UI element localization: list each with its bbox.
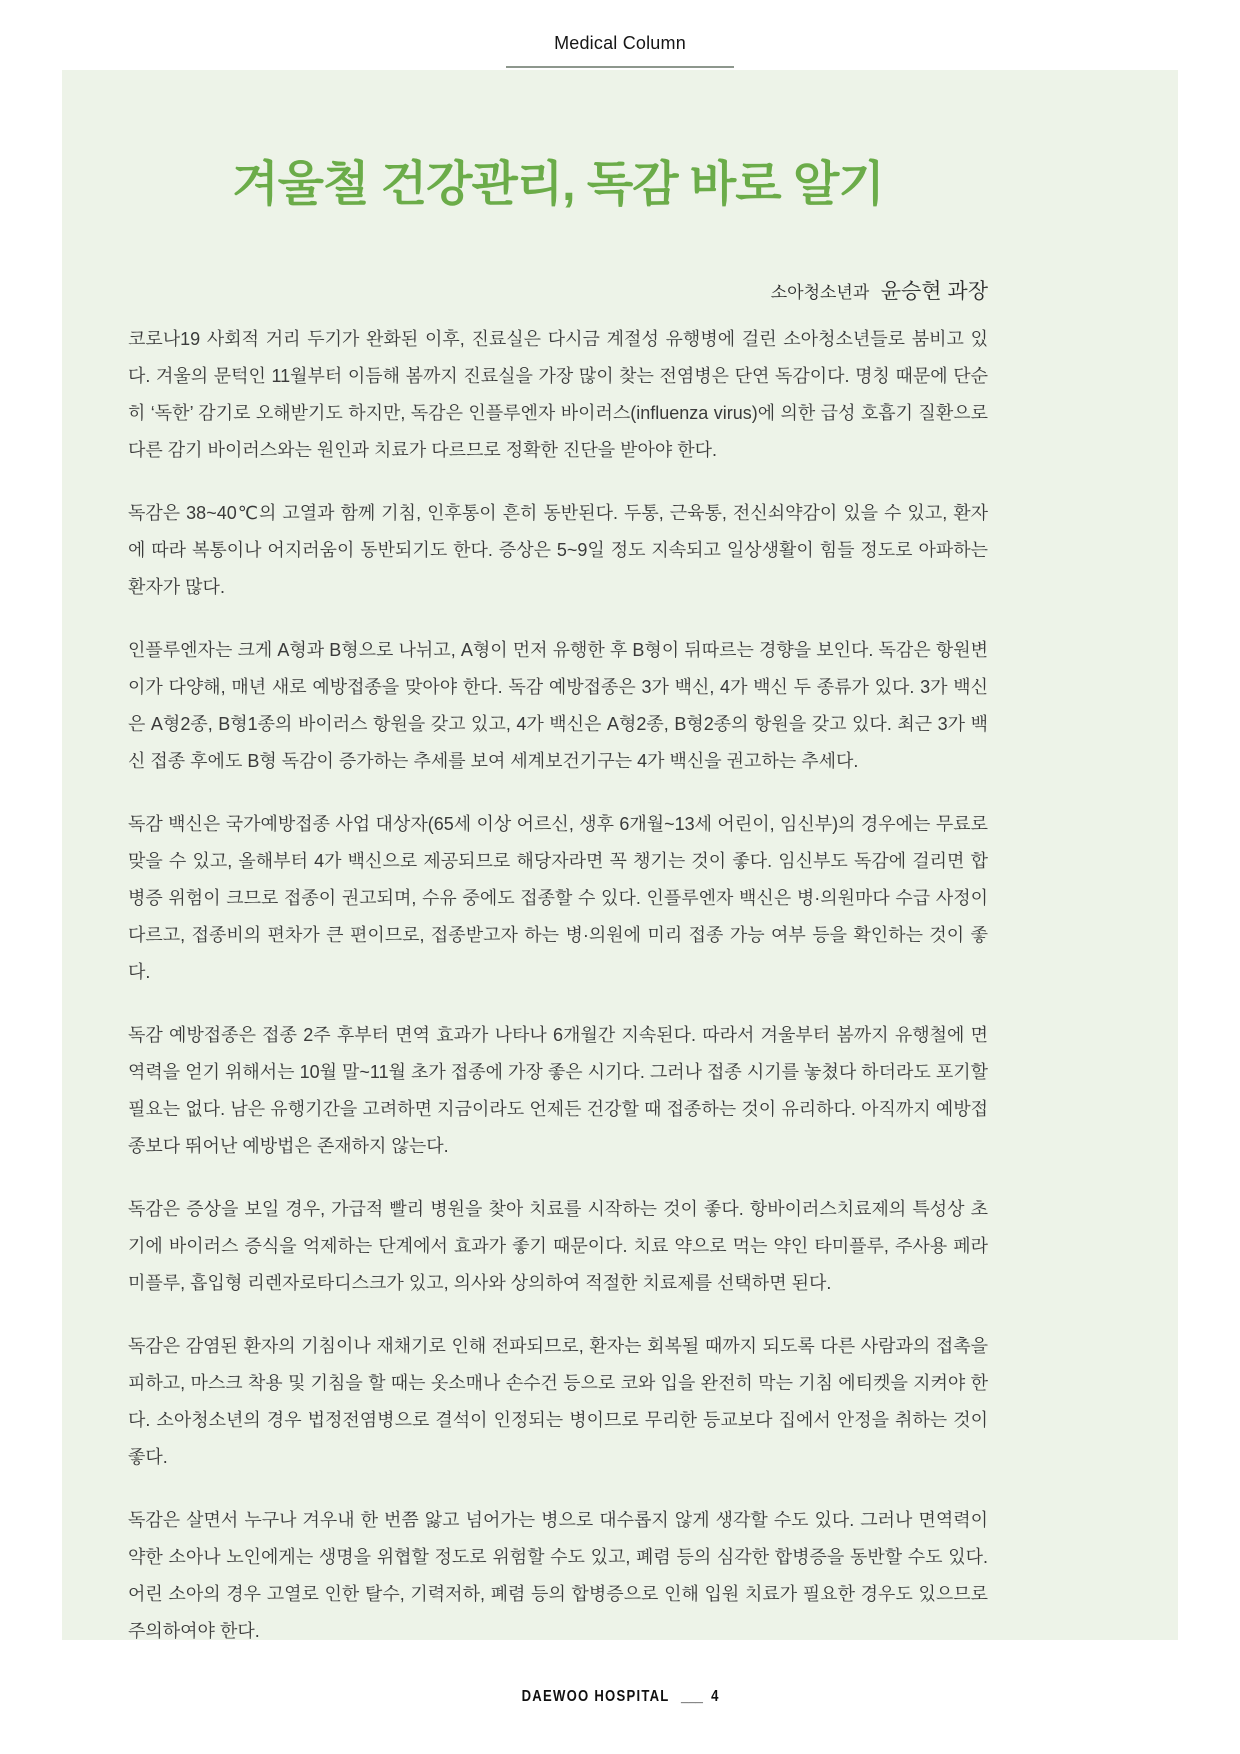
footer-separator: ___ [681,1688,703,1705]
article-card [62,70,1178,1640]
footer-hospital-name: DAEWOO HOSPITAL [521,1688,670,1705]
article-paragraph: 독감은 감염된 환자의 기침이나 재채기로 인해 전파되므로, 환자는 회복될 때까지 되도록 다른 사람과의 접촉을 피하고, 마스크 착용 및 기침을 할 때는 옷소매나 손수건 등으로 코와 입을 완전히 막는 기침 에티켓을 지켜야 한다. 소아청소년의 경우 법정전염병으로 결석이 인정되는 병이므로 무리한 등교보다 집에서 안정을 취하는 것이 좋다. [128,1336,988,1467]
footer-inner [522,1688,719,1706]
byline-department: 소아청소년과 [770,283,870,302]
article-paragraph: 독감은 38~40℃의 고열과 함께 기침, 인후통이 흔히 동반된다. 두통, 근육통, 전신쇠약감이 있을 수 있고, 환자에 따라 복통이나 어지러움이 동반되기도 한다. 증상은 5~9일 정도 지속되고 일상생활이 힘들 정도로 아파하는 환자가 많다. [128,503,988,597]
column-category-label: Medical Column [554,33,686,53]
page-header [0,30,1240,68]
article-paragraph: 독감은 살면서 누구나 겨우내 한 번쯤 앓고 넘어가는 병으로 대수롭지 않게 생각할 수도 있다. 그러나 면역력이 약한 소아나 노인에게는 생명을 위협할 정도로 위험할 수도 있고, 폐렴 등의 심각한 합병증을 동반할 수도 있다. 어린 소아의 경우 고열로 인한 탈수, 기력저하, 폐렴 등의 합병증으로 인해 입원 치료가 필요한 경우도 있으므로 주의하여야 한다. [128,1510,988,1641]
article-paragraph: 코로나19 사회적 거리 두기가 완화된 이후, 진료실은 다시금 계절성 유행병에 걸린 소아청소년들로 붐비고 있다. 겨울의 문턱인 11월부터 이듬해 봄까지 진료실을 가장 많이 찾는 전염병은 단연 독감이다. 명칭 때문에 단순히 ‘독한’ 감기로 오해받기도 하지만, 독감은 인플루엔자 바이러스(influenza virus)에 의한 급성 호흡기 질환으로 다른 감기 바이러스와는 원인과 치료가 다르므로 정확한 진단을 받아야 한다. [128,329,988,460]
header-divider [506,66,734,68]
page-footer [0,1688,1240,1706]
article-byline [128,275,988,305]
article-title: 겨울철 건강관리, 독감 바로 알기 [232,158,884,211]
article-paragraph: 독감 예방접종은 접종 2주 후부터 면역 효과가 나타나 6개월간 지속된다. 따라서 겨울부터 봄까지 유행철에 면역력을 얻기 위해서는 10월 말~11월 초가 접종에 가장 좋은 시기다. 그러나 접종 시기를 놓쳤다 하더라도 포기할 필요는 없다. 남은 유행기간을 고려하면 지금이라도 언제든 건강할 때 접종하는 것이 유리하다. 아직까지 예방접종보다 뛰어난 예방법은 존재하지 않는다. [128,1025,988,1156]
byline-author: 윤승현 과장 [880,280,988,303]
article-content [62,70,988,1650]
article-paragraph: 독감 백신은 국가예방접종 사업 대상자(65세 이상 어르신, 생후 6개월~13세 어린이, 임신부)의 경우에는 무료로 맞을 수 있고, 올해부터 4가 백신으로 제공되므로 해당자라면 꼭 챙기는 것이 좋다. 임신부도 독감에 걸리면 합병증 위험이 크므로 접종이 권고되며, 수유 중에도 접종할 수 있다. 인플루엔자 백신은 병·의원마다 수급 사정이 다르고, 접종비의 편차가 큰 편이므로, 접종받고자 하는 병·의원에 미리 접종 가능 여부 등을 확인하는 것이 좋다. [128,814,988,982]
article-body [128,321,988,1650]
footer-page-number: 4 [711,1688,719,1705]
article-paragraph: 인플루엔자는 크게 A형과 B형으로 나뉘고, A형이 먼저 유행한 후 B형이 뒤따르는 경향을 보인다. 독감은 항원변이가 다양해, 매년 새로 예방접종을 맞아야 한다. 독감 예방접종은 3가 백신, 4가 백신 두 종류가 있다. 3가 백신은 A형2종, B형1종의 바이러스 항원을 갖고 있고, 4가 백신은 A형2종, B형2종의 항원을 갖고 있다. 최근 3가 백신 접종 후에도 B형 독감이 증가하는 추세를 보여 세계보건기구는 4가 백신을 권고하는 추세다. [128,640,988,771]
article-paragraph: 독감은 증상을 보일 경우, 가급적 빨리 병원을 찾아 치료를 시작하는 것이 좋다. 항바이러스치료제의 특성상 초기에 바이러스 증식을 억제하는 단계에서 효과가 좋기 때문이다. 치료 약으로 먹는 약인 타미플루, 주사용 페라미플루, 흡입형 리렌자로타디스크가 있고, 의사와 상의하여 적절한 치료제를 선택하면 된다. [128,1199,988,1293]
